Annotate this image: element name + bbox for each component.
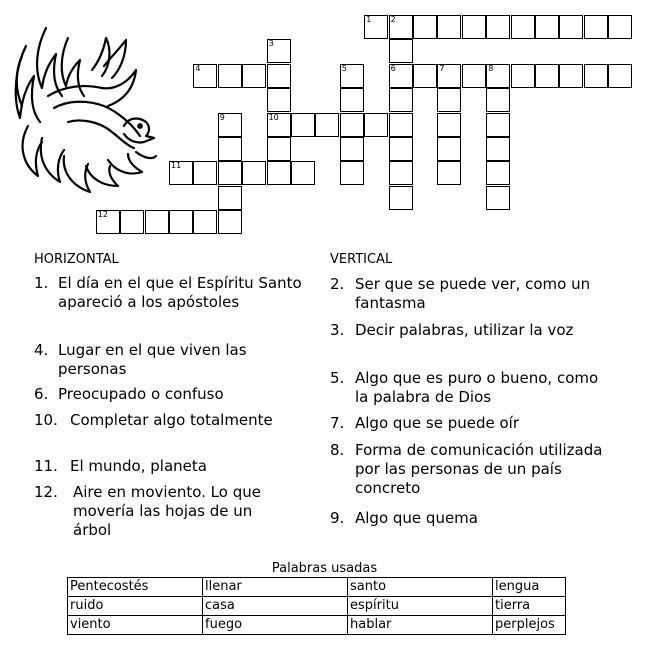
crossword-cell <box>462 15 486 39</box>
clue-number: 10. <box>34 411 58 429</box>
crossword-cell <box>511 15 535 39</box>
crossword-cell <box>389 161 413 185</box>
cell-number: 6 <box>390 63 396 73</box>
crossword-cell <box>267 64 291 88</box>
clue-text: Lugar en el que viven las personas <box>58 341 247 378</box>
cell-number: 12 <box>97 210 108 220</box>
clue-text: Decir palabras, utilizar la voz <box>355 321 574 339</box>
crossword-cell <box>267 137 291 161</box>
clue-horizontal-4 <box>34 341 309 379</box>
word-cell: santo <box>348 578 493 597</box>
cell-number: 4 <box>195 63 201 73</box>
clue-text: Forma de comunicación utilizada por las personas de un país concreto <box>355 441 603 497</box>
crossword-cell <box>437 137 461 161</box>
word-cell: lengua <box>493 578 566 597</box>
word-cell: ruido <box>68 597 203 616</box>
clue-text: Algo que se puede oír <box>355 414 520 432</box>
crossword-cell <box>242 161 266 185</box>
crossword-cell <box>145 210 169 234</box>
crossword-cell <box>559 64 583 88</box>
cell-number: 3 <box>268 39 274 49</box>
clue-horizontal-12 <box>34 483 294 540</box>
clue-number: 11. <box>34 457 58 475</box>
crossword-cell <box>511 64 535 88</box>
cell-number: 5 <box>341 63 347 73</box>
crossword-cell <box>437 113 461 137</box>
clue-number: 4. <box>34 341 49 359</box>
cell-number: 8 <box>488 63 494 73</box>
crossword-cell <box>218 64 242 88</box>
crossword-cell <box>413 15 437 39</box>
crossword-cell <box>486 137 510 161</box>
table-row <box>68 616 566 635</box>
clue-number: 3. <box>330 321 345 339</box>
crossword-cell <box>559 15 583 39</box>
word-cell: espíritu <box>348 597 493 616</box>
clue-number: 8. <box>330 441 345 459</box>
cell-number: 9 <box>219 112 225 122</box>
crossword-cell <box>413 64 437 88</box>
clue-horizontal-10 <box>34 411 319 430</box>
crossword-cell <box>315 113 339 137</box>
clue-number: 6. <box>34 385 49 403</box>
crossword-cell <box>169 210 193 234</box>
word-cell: casa <box>203 597 348 616</box>
clue-text: El día en el que el Espíritu Santo apareció a los apóstoles <box>58 274 302 311</box>
clue-text: Preocupado o confuso <box>58 385 224 403</box>
clue-number: 1. <box>34 274 49 292</box>
crossword-cell <box>535 64 559 88</box>
cell-number: 7 <box>439 63 445 73</box>
horizontal-title: HORIZONTAL <box>34 252 119 267</box>
crossword-cell <box>486 15 510 39</box>
crossword-cell <box>486 161 510 185</box>
crossword-cell <box>267 88 291 112</box>
word-cell: Pentecostés <box>68 578 203 597</box>
crossword-cell <box>389 39 413 63</box>
crossword-cell <box>291 161 315 185</box>
clue-horizontal-11 <box>34 457 309 476</box>
cell-number: 2 <box>390 15 396 24</box>
clue-text: El mundo, planeta <box>70 457 207 475</box>
crossword-cell <box>340 137 364 161</box>
crossword-cell <box>193 210 217 234</box>
clue-horizontal-6 <box>34 385 309 404</box>
crossword-cell <box>389 137 413 161</box>
crossword-cell <box>267 161 291 185</box>
clue-text: Completar algo totalmente <box>70 411 273 429</box>
word-bank-title: Palabras usadas <box>271 561 378 576</box>
clue-vertical-9 <box>330 509 615 528</box>
crossword-cell <box>584 64 608 88</box>
crossword-cell <box>364 113 388 137</box>
word-cell: llenar <box>203 578 348 597</box>
clue-number: 12. <box>34 483 58 501</box>
crossword-cell <box>389 88 413 112</box>
crossword-cell <box>218 137 242 161</box>
crossword-cell <box>535 15 559 39</box>
crossword-cell <box>486 113 510 137</box>
clue-number: 9. <box>330 509 345 527</box>
table-row <box>68 597 566 616</box>
crossword-cell <box>340 113 364 137</box>
crossword-cell <box>437 15 461 39</box>
crossword-cell <box>291 113 315 137</box>
crossword-cell <box>437 161 461 185</box>
crossword-cell <box>218 161 242 185</box>
clue-text: Algo que es puro o bueno, como la palabra de Dios <box>355 369 599 406</box>
dove-flames-illustration <box>8 26 158 196</box>
crossword-cell <box>193 161 217 185</box>
clue-number: 7. <box>330 414 345 432</box>
clue-text: Ser que se puede ver, como un fantasma <box>355 275 591 312</box>
clue-vertical-5 <box>330 369 615 407</box>
crossword-cell <box>340 88 364 112</box>
crossword-cell <box>437 88 461 112</box>
table-row <box>68 578 566 597</box>
clue-text: Aire en moviento. Lo que movería las hojas de un árbol <box>73 483 261 539</box>
crossword-cell <box>608 64 632 88</box>
clue-vertical-3 <box>330 321 620 340</box>
crossword-cell <box>120 210 144 234</box>
clue-horizontal-1 <box>34 274 309 312</box>
clue-number: 5. <box>330 369 345 387</box>
crossword-cell <box>389 113 413 137</box>
word-cell: fuego <box>203 616 348 635</box>
crossword-cell <box>218 210 242 234</box>
cell-number: 11 <box>171 161 182 171</box>
clue-vertical-7 <box>330 414 615 433</box>
word-cell: hablar <box>348 616 493 635</box>
crossword-cell <box>608 15 632 39</box>
clue-vertical-8 <box>330 441 625 498</box>
crossword-cell <box>242 64 266 88</box>
word-cell: viento <box>68 616 203 635</box>
clue-vertical-2 <box>330 275 615 313</box>
crossword-cell <box>584 15 608 39</box>
cell-number: 1 <box>366 15 372 24</box>
crossword-cell <box>462 64 486 88</box>
word-bank-table <box>67 577 566 635</box>
word-cell: perplejos <box>493 616 566 635</box>
crossword-cell <box>486 186 510 210</box>
crossword-cell <box>389 186 413 210</box>
crossword-cell <box>486 88 510 112</box>
crossword-cell <box>340 161 364 185</box>
cell-number: 10 <box>268 112 279 122</box>
word-cell: tierra <box>493 597 566 616</box>
vertical-title: VERTICAL <box>330 252 393 267</box>
clue-text: Algo que quema <box>355 509 478 527</box>
crossword-cell <box>218 186 242 210</box>
clue-number: 2. <box>330 275 345 293</box>
